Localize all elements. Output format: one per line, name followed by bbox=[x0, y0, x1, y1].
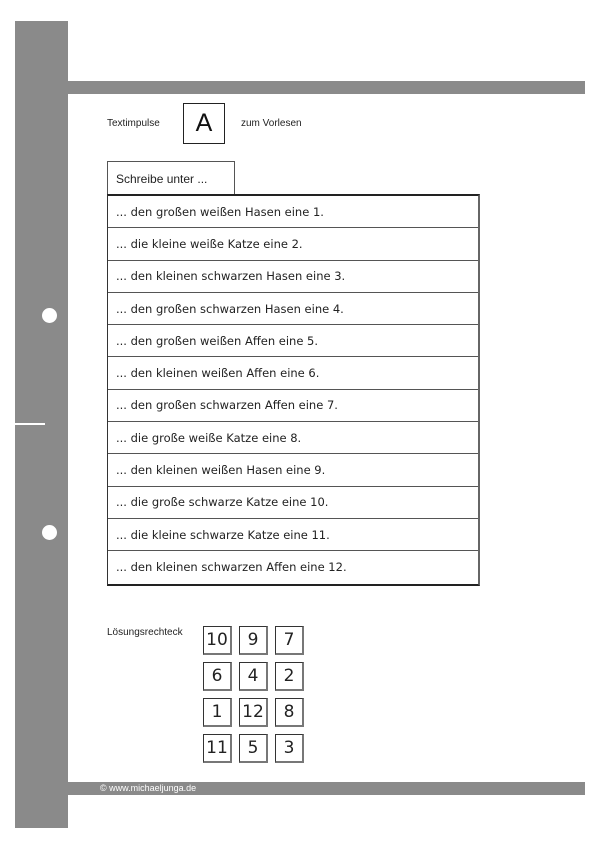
textimpulse-label: Textimpulse bbox=[107, 118, 160, 129]
fold-mark bbox=[15, 423, 45, 425]
solution-cell: 9 bbox=[239, 626, 268, 655]
instruction-row: ... den kleinen weißen Affen eine 6. bbox=[108, 357, 478, 389]
solution-cell: 2 bbox=[275, 662, 304, 691]
instruction-row: ... den kleinen weißen Hasen eine 9. bbox=[108, 454, 478, 486]
solution-cell: 8 bbox=[275, 698, 304, 727]
instruction-row: ... den kleinen schwarzen Affen eine 12. bbox=[116, 560, 347, 575]
instruction-row: ... die kleine weiße Katze eine 2. bbox=[108, 228, 478, 260]
header-band bbox=[68, 81, 585, 94]
solution-cell: 10 bbox=[203, 626, 232, 655]
instruction-row: ... den großen schwarzen Hasen eine 4. bbox=[108, 293, 478, 325]
solution-cell: 4 bbox=[239, 662, 268, 691]
copyright-text: © www.michaeljunga.de bbox=[100, 783, 197, 793]
instructions-title: Schreibe unter ... bbox=[107, 161, 235, 195]
instructions-table bbox=[107, 194, 480, 586]
solution-label: Lösungsrechteck bbox=[107, 627, 183, 638]
solution-cell: 5 bbox=[239, 734, 268, 763]
instruction-row: ... den großen schwarzen Affen eine 7. bbox=[108, 390, 478, 422]
solution-cell: 7 bbox=[275, 626, 304, 655]
instruction-row: ... den großen weißen Affen eine 5. bbox=[108, 325, 478, 357]
instruction-row: ... die große schwarze Katze eine 10. bbox=[108, 487, 478, 519]
instruction-row: ... die kleine schwarze Katze eine 11. bbox=[108, 519, 478, 551]
solution-cell: 3 bbox=[275, 734, 304, 763]
solution-cell: 12 bbox=[239, 698, 268, 727]
solution-cell: 1 bbox=[203, 698, 232, 727]
solution-cell: 6 bbox=[203, 662, 232, 691]
solution-grid bbox=[203, 626, 304, 763]
solution-cell: 11 bbox=[203, 734, 232, 763]
instruction-row: ... den großen weißen Hasen eine 1. bbox=[108, 196, 478, 228]
version-letter-box: A bbox=[183, 103, 225, 144]
punch-hole-top bbox=[42, 308, 57, 323]
instruction-row: ... die große weiße Katze eine 8. bbox=[108, 422, 478, 454]
read-aloud-label: zum Vorlesen bbox=[241, 118, 302, 129]
punch-hole-bottom bbox=[42, 525, 57, 540]
instruction-row: ... den kleinen schwarzen Hasen eine 3. bbox=[108, 261, 478, 293]
